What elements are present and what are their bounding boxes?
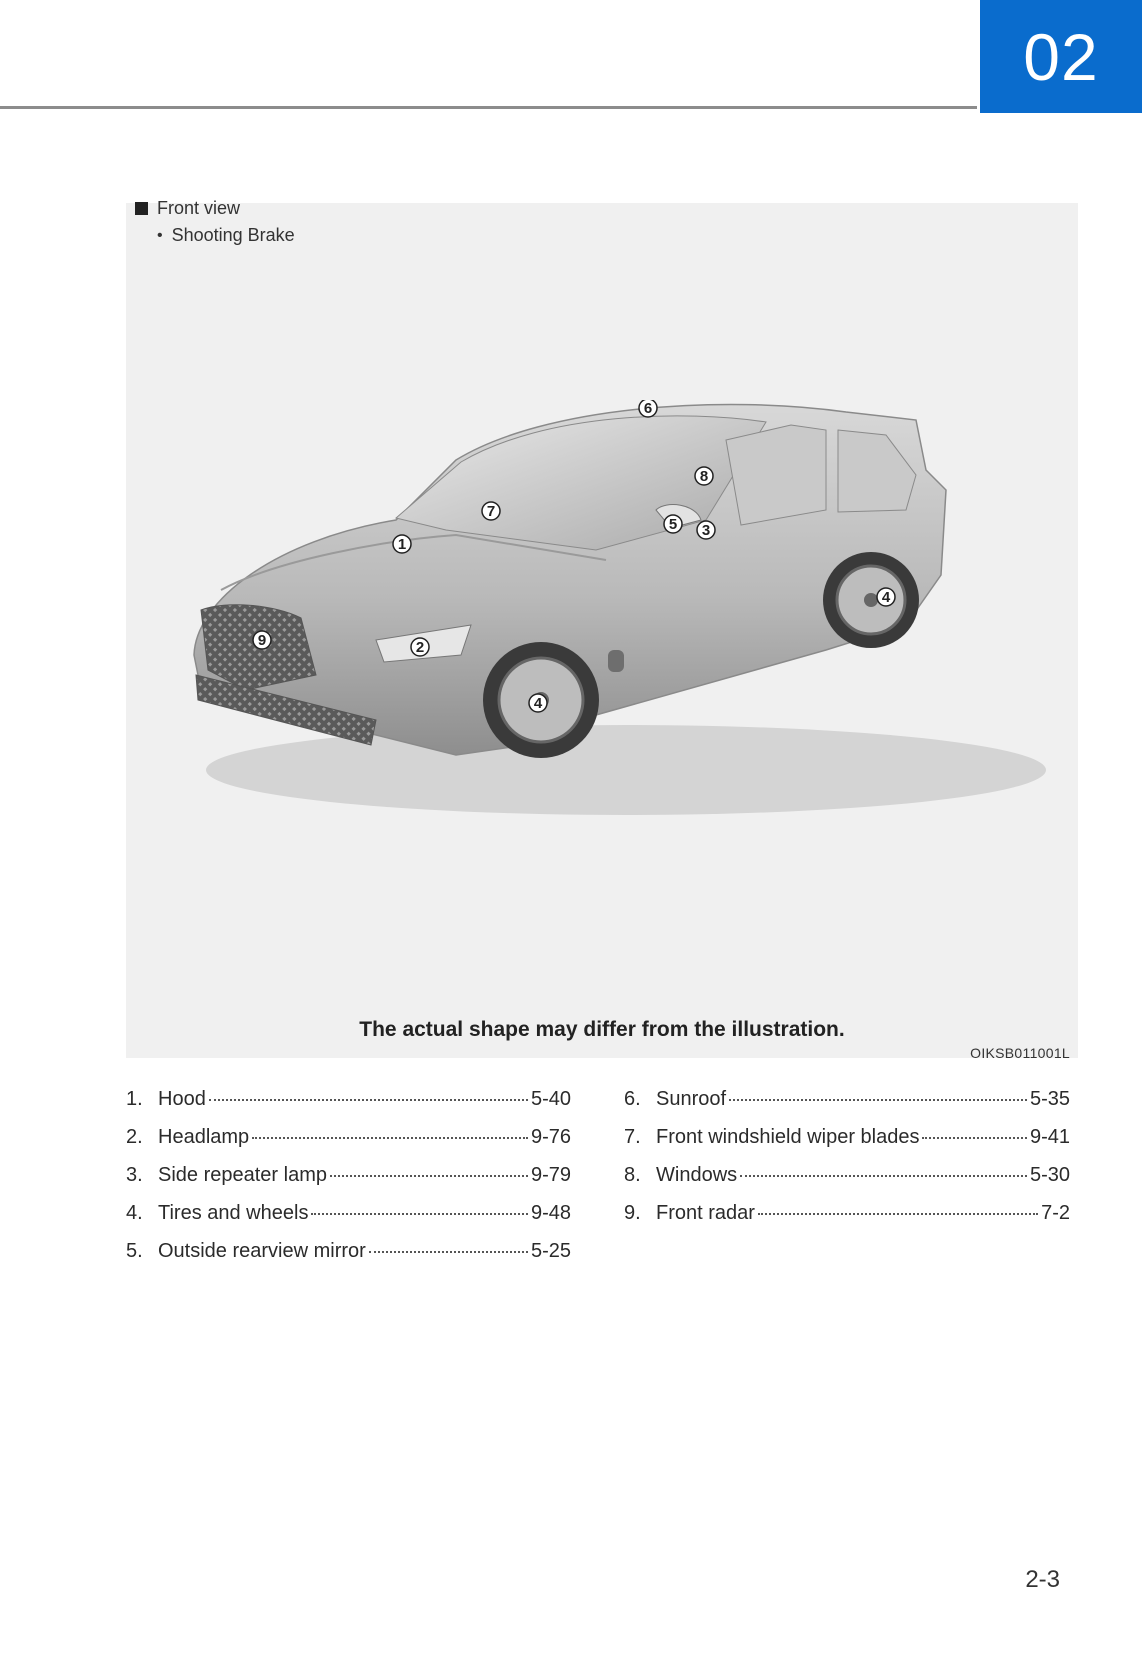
header-rule [0, 106, 977, 109]
page-number: 2-3 [1025, 1566, 1060, 1593]
callout-7 [482, 502, 500, 520]
svg-text:9: 9 [257, 632, 267, 649]
section-subheading [157, 225, 295, 246]
svg-text:6: 6 [643, 400, 653, 417]
svg-text:4: 4 [533, 695, 543, 712]
list-item: 3. Side repeater lamp 9-79 [126, 1164, 571, 1186]
svg-text:7: 7 [486, 503, 496, 520]
list-item: 7. Front windshield wiper blades 9-41 [624, 1126, 1070, 1148]
section-subtitle: Shooting Brake [171, 225, 295, 245]
svg-text:1: 1 [397, 536, 407, 553]
list-item: 8. Windows 5-30 [624, 1164, 1070, 1186]
parts-list-right [624, 1088, 1070, 1240]
list-item: 1. Hood 5-40 [126, 1088, 571, 1110]
square-bullet-icon [135, 202, 148, 215]
svg-text:5: 5 [668, 516, 678, 533]
callout-4-rear [877, 588, 895, 606]
section-title: Front view [157, 198, 241, 218]
list-item: 5. Outside rearview mirror 5-25 [126, 1240, 571, 1262]
list-item: 6. Sunroof 5-35 [624, 1088, 1070, 1110]
callout-6 [639, 400, 657, 417]
list-item: 4. Tires and wheels 9-48 [126, 1202, 571, 1224]
svg-text:2: 2 [415, 639, 425, 656]
car-illustration [126, 400, 1078, 830]
dot-bullet-icon: • [157, 226, 163, 244]
callout-8 [695, 467, 713, 485]
svg-text:4: 4 [881, 589, 891, 606]
callout-4-front [529, 694, 547, 712]
callout-9 [253, 631, 271, 649]
figure-code: OIKSB011001L [970, 1045, 1070, 1061]
list-item: 2. Headlamp 9-76 [126, 1126, 571, 1148]
parts-list-left [126, 1088, 571, 1278]
callout-5 [664, 515, 682, 533]
callout-3 [697, 521, 715, 539]
list-item: 9. Front radar 7-2 [624, 1202, 1070, 1224]
svg-text:3: 3 [701, 522, 711, 539]
figure-caption: The actual shape may differ from the illustration. [359, 1018, 845, 1041]
callout-1 [393, 535, 411, 553]
chapter-tab: 02 [980, 0, 1142, 113]
svg-text:8: 8 [699, 468, 709, 485]
callout-2 [411, 638, 429, 656]
section-heading [135, 198, 240, 219]
